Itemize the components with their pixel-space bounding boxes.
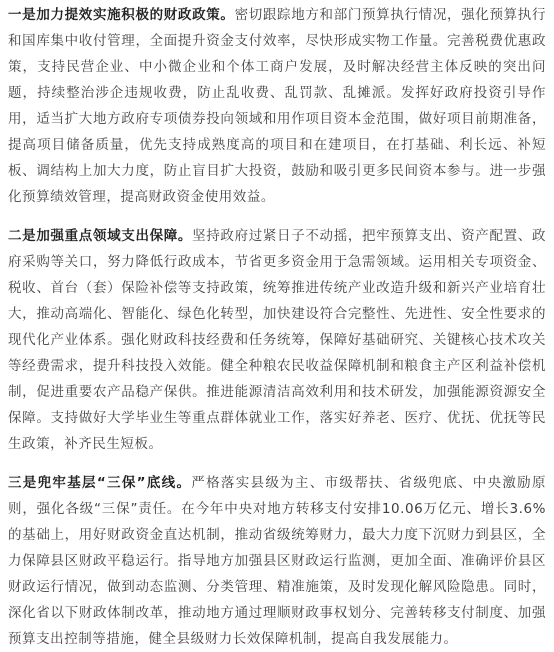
paragraph-lead: 三是兜牢基层“三保”底线。 bbox=[8, 475, 192, 491]
paragraph-text: 密切跟踪地方和部门预算执行情况，强化预算执行和国库集中收付管理，全面提升资金支付效率，尽快形成实物工作量。完善税费优惠政策，支持民营企业、中小微企业和个体工商户发展，及时解决经营主体反映的突出问题，持续整治涉企违规收费，防止乱收费、乱罚款、乱摊派。发挥好政府投资引导作用，适当扩大地方政府专项债券投向领域和用作项目资本金范围，做好项目前期准备，提高项目储备质量，优先支持成熟度高的项目和在建项目，在打基础、利长远、补短板、调结构上加大力度，防止盲目扩大投资，鼓励和吸引更多民间资本参与。进一步强化预算绩效管理，提高财政资金使用效益。 bbox=[8, 7, 546, 205]
paragraph-expenditure-guarantee bbox=[8, 223, 546, 457]
paragraph-fiscal-policy bbox=[8, 2, 546, 210]
paragraph-text: 坚持政府过紧日子不动摇，把牢预算支出、资产配置、政府采购等关口，努力降低行政成本，节省更多资金用于急需领域。运用相关专项资金、税收、首台（套）保险补偿等支持政策，统筹推进传统产业改造升级和新兴产业培育壮大，推动高端化、智能化、绿色化转型，加快建设符合完整性、先进性、安全性要求的现代化产业体系。强化财政科技经费和任务统筹，保障好基础研究、关键核心技术攻关等经费需求，提升科技投入效能。健全种粮农民收益保障机制和粮食主产区利益补偿机制，促进重要农产品稳产保供。推进能源清洁高效利用和技术研发，加强能源资源安全保障。支持做好大学毕业生等重点群体就业工作，落实好养老、医疗、优抚、优抚等民生政策，补齐民生短板。 bbox=[8, 228, 546, 452]
paragraph-three-guarantees bbox=[8, 470, 546, 652]
paragraph-lead: 一是加力提效实施积极的财政政策。 bbox=[8, 7, 235, 23]
paragraph-lead: 二是加强重点领域支出保障。 bbox=[8, 228, 193, 244]
paragraph-text: 严格落实县级为主、市级帮扶、省级兜底、中央激励原则，强化各级“三保”责任。在今年中央对地方转移支付安排10.06万亿元、增长3.6%的基础上，用好财政资金直达机制，推动省级统筹财力，最大力度下沉财力到县区，全力保障县区财政平稳运行。指导地方加强县区财政运行监测，更加全面、准确评价县区财政运行情况，做到动态监测、分类管理、精准施策，及时发现化解风险隐患。同时，深化省以下财政体制改革，推动地方通过理顺财政事权划分、完善转移支付制度、加强预算支出控制等措施，健全县级财力长效保障机制，提高自我发展能力。 bbox=[8, 475, 546, 647]
